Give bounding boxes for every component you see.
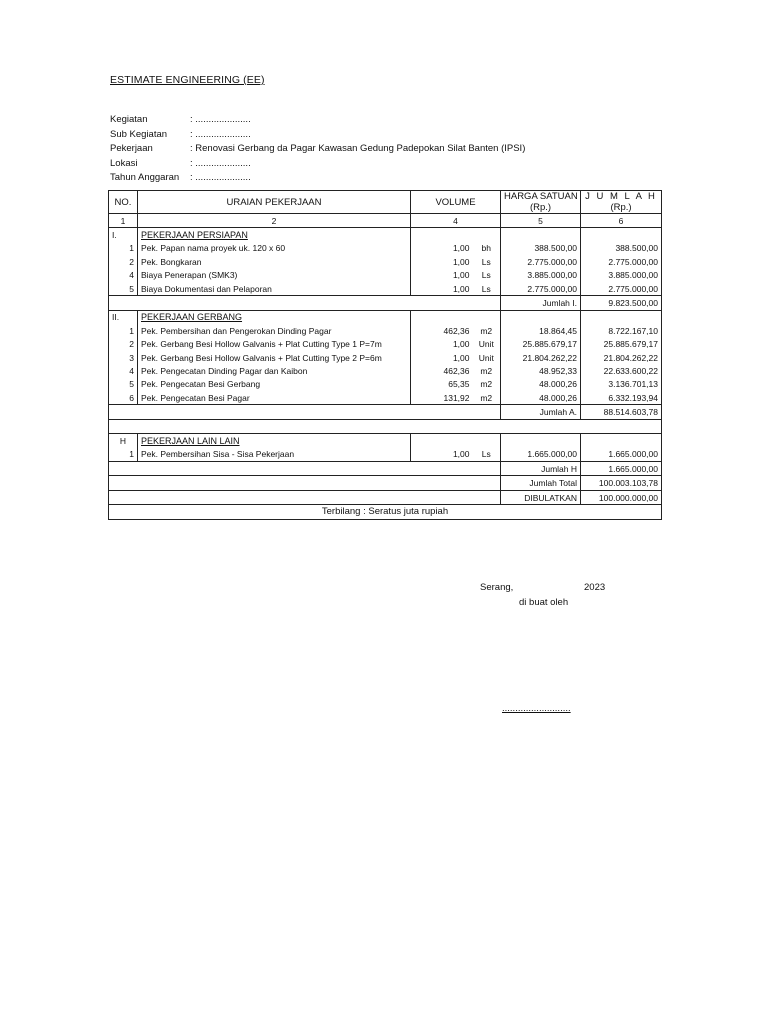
item-volume: 131,92 — [411, 391, 473, 405]
column-number: 6 — [581, 214, 662, 228]
header-total-line1: J U M L A H — [585, 191, 657, 202]
estimate-table — [108, 190, 662, 520]
header-unit-price-line1: HARGA SATUAN — [504, 191, 578, 202]
item-number: 4 — [109, 269, 138, 282]
subtotal-label: Jumlah I. — [501, 296, 581, 310]
item-total: 8.722.167,10 — [581, 324, 662, 337]
header-total — [581, 191, 662, 214]
empty-cell — [581, 310, 662, 324]
item-total: 2.775.000,00 — [581, 282, 662, 296]
grand-total-label: Jumlah Total — [501, 476, 581, 490]
item-volume: 1,00 — [411, 255, 473, 268]
item-total: 3.136.701,13 — [581, 378, 662, 391]
info-label: Lokasi — [110, 157, 138, 169]
empty-cell — [581, 434, 662, 448]
spacer-row — [109, 419, 662, 433]
subtotal-row — [109, 462, 662, 476]
item-number: 2 — [109, 255, 138, 268]
signature-place: Serang, — [480, 582, 514, 593]
table-row — [109, 391, 662, 405]
item-number: 5 — [109, 378, 138, 391]
item-description: Biaya Dokumentasi dan Pelaporan — [138, 282, 411, 296]
table-row — [109, 351, 662, 364]
header-total-line2: (Rp.) — [610, 202, 632, 213]
info-value: : ..................... — [190, 172, 251, 184]
info-row-pekerjaan — [110, 143, 525, 158]
table-row — [109, 269, 662, 282]
item-unit: Ls — [473, 448, 501, 462]
column-number: 2 — [138, 214, 411, 228]
empty-cell — [109, 462, 501, 476]
rounded-total-row — [109, 490, 662, 504]
signature-line: .......................... — [502, 703, 571, 714]
item-description: Pek. Pembersihan Sisa - Sisa Pekerjaan — [138, 448, 411, 462]
column-number: 1 — [109, 214, 138, 228]
item-description: Pek. Gerbang Besi Hollow Galvanis + Plat Cutting Type 2 P=6m — [138, 351, 411, 364]
item-volume: 462,36 — [411, 364, 473, 377]
empty-cell — [581, 228, 662, 242]
item-description: Biaya Penerapan (SMK3) — [138, 269, 411, 282]
info-label: Pekerjaan — [110, 143, 153, 155]
empty-cell — [109, 405, 501, 419]
empty-cell — [109, 490, 501, 504]
item-unit-price: 388.500,00 — [501, 242, 581, 255]
empty-cell — [109, 419, 662, 433]
item-description: Pek. Gerbang Besi Hollow Galvanis + Plat Cutting Type 1 P=7m — [138, 338, 411, 351]
item-unit: Unit — [473, 338, 501, 351]
item-description: Pek. Pengecatan Besi Gerbang — [138, 378, 411, 391]
item-unit: m2 — [473, 378, 501, 391]
info-value: : ..................... — [190, 114, 251, 125]
empty-cell — [473, 434, 501, 448]
empty-cell — [411, 228, 473, 242]
info-row-tahun-anggaran — [110, 172, 525, 187]
table-row — [109, 242, 662, 255]
header-unit-price-line2: (Rp.) — [529, 202, 552, 213]
info-label: Kegiatan — [110, 114, 148, 125]
item-number: 2 — [109, 338, 138, 351]
item-description: Pek. Bongkaran — [138, 255, 411, 268]
item-unit: Ls — [473, 255, 501, 268]
section-number: I. — [109, 228, 138, 242]
spelled-amount-row — [109, 505, 662, 519]
empty-cell — [109, 476, 501, 490]
table-row — [109, 338, 662, 351]
empty-cell — [411, 310, 473, 324]
item-volume: 1,00 — [411, 269, 473, 282]
subtotal-label: Jumlah H — [501, 462, 581, 476]
item-volume: 462,36 — [411, 324, 473, 337]
subtotal-value: 88.514.603,78 — [581, 405, 662, 419]
empty-cell — [473, 228, 501, 242]
item-unit-price: 2.775.000,00 — [501, 282, 581, 296]
empty-cell — [501, 434, 581, 448]
empty-cell — [473, 310, 501, 324]
project-info — [110, 114, 525, 187]
item-unit-price: 48.952,33 — [501, 364, 581, 377]
item-unit-price: 21.804.262,22 — [501, 351, 581, 364]
item-unit: Ls — [473, 269, 501, 282]
column-number: 4 — [411, 214, 501, 228]
header-description: URAIAN PEKERJAAN — [138, 191, 411, 214]
item-number: 6 — [109, 391, 138, 405]
item-volume: 1,00 — [411, 282, 473, 296]
item-unit: Ls — [473, 282, 501, 296]
item-unit: m2 — [473, 391, 501, 405]
item-unit-price: 3.885.000,00 — [501, 269, 581, 282]
signature-made-by: di buat oleh — [519, 597, 569, 608]
item-number: 1 — [109, 242, 138, 255]
item-unit-price: 1.665.000,00 — [501, 448, 581, 462]
signature-year: 2023 — [584, 582, 606, 593]
item-description: Pek. Papan nama proyek uk. 120 x 60 — [138, 242, 411, 255]
section-number: H — [109, 434, 138, 448]
rounded-label: DIBULATKAN — [501, 490, 581, 504]
info-row-kegiatan — [110, 114, 525, 129]
item-unit: m2 — [473, 324, 501, 337]
empty-cell — [501, 228, 581, 242]
item-number: 3 — [109, 351, 138, 364]
section-header-row — [109, 310, 662, 324]
section-title: PEKERJAAN GERBANG — [138, 310, 411, 324]
table-row — [109, 324, 662, 337]
spelled-amount: Terbilang : Seratus juta rupiah — [109, 505, 662, 519]
item-volume: 1,00 — [411, 448, 473, 462]
item-description: Pek. Pengecatan Dinding Pagar dan Kaibon — [138, 364, 411, 377]
item-description: Pek. Pembersihan dan Pengerokan Dinding Pagar — [138, 324, 411, 337]
subtotal-value: 9.823.500,00 — [581, 296, 662, 310]
table-row — [109, 255, 662, 268]
section-number: II. — [109, 310, 138, 324]
item-total: 388.500,00 — [581, 242, 662, 255]
item-number: 1 — [109, 324, 138, 337]
table-row — [109, 378, 662, 391]
column-number: 5 — [501, 214, 581, 228]
item-unit-price: 48.000,26 — [501, 378, 581, 391]
item-unit-price: 18.864,45 — [501, 324, 581, 337]
rounded-value: 100.000.000,00 — [581, 490, 662, 504]
table-row — [109, 364, 662, 377]
subtotal-value: 1.665.000,00 — [581, 462, 662, 476]
section-title: PEKERJAAN PERSIAPAN — [138, 228, 411, 242]
subtotal-row — [109, 296, 662, 310]
item-unit: Unit — [473, 351, 501, 364]
item-volume: 1,00 — [411, 242, 473, 255]
item-volume: 1,00 — [411, 338, 473, 351]
item-unit-price: 48.000,26 — [501, 391, 581, 405]
empty-cell — [501, 310, 581, 324]
header-volume: VOLUME — [411, 191, 501, 214]
item-number: 5 — [109, 282, 138, 296]
empty-cell — [411, 434, 473, 448]
table-row — [109, 448, 662, 462]
item-total: 21.804.262,22 — [581, 351, 662, 364]
subtotal-label: Jumlah A. — [501, 405, 581, 419]
info-label: Sub Kegiatan — [110, 128, 168, 140]
item-unit: m2 — [473, 364, 501, 377]
info-row-sub-kegiatan — [110, 129, 525, 144]
document-title: ESTIMATE ENGINEERING (EE) — [110, 74, 265, 86]
info-value: : ..................... — [190, 157, 251, 169]
item-total: 25.885.679,17 — [581, 338, 662, 351]
info-value: : Renovasi Gerbang da Pagar Kawasan Gedung Padepokan Silat Banten (IPSI) — [190, 143, 526, 155]
item-total: 2.775.000,00 — [581, 255, 662, 268]
grand-total-row — [109, 476, 662, 490]
item-total: 3.885.000,00 — [581, 269, 662, 282]
item-number: 1 — [109, 448, 138, 462]
item-description: Pek. Pengecatan Besi Pagar — [138, 391, 411, 405]
info-row-lokasi — [110, 158, 525, 173]
section-title: PEKERJAAN LAIN LAIN — [138, 434, 411, 448]
table-row — [109, 282, 662, 296]
column-number-row — [109, 214, 662, 228]
section-header-row — [109, 228, 662, 242]
header-no: NO. — [109, 191, 138, 214]
item-unit-price: 25.885.679,17 — [501, 338, 581, 351]
item-unit: bh — [473, 242, 501, 255]
header-unit-price — [501, 191, 581, 214]
info-label: Tahun Anggaran — [110, 172, 180, 184]
table-header-row — [109, 191, 662, 214]
section-header-row — [109, 434, 662, 448]
item-volume: 65,35 — [411, 378, 473, 391]
info-value: : ..................... — [190, 128, 251, 140]
item-number: 4 — [109, 364, 138, 377]
subtotal-row — [109, 405, 662, 419]
grand-total-value: 100.003.103,78 — [581, 476, 662, 490]
item-unit-price: 2.775.000,00 — [501, 255, 581, 268]
empty-cell — [109, 296, 501, 310]
item-volume: 1,00 — [411, 351, 473, 364]
item-total: 1.665.000,00 — [581, 448, 662, 462]
item-total: 22.633.600,22 — [581, 364, 662, 377]
item-total: 6.332.193,94 — [581, 391, 662, 405]
